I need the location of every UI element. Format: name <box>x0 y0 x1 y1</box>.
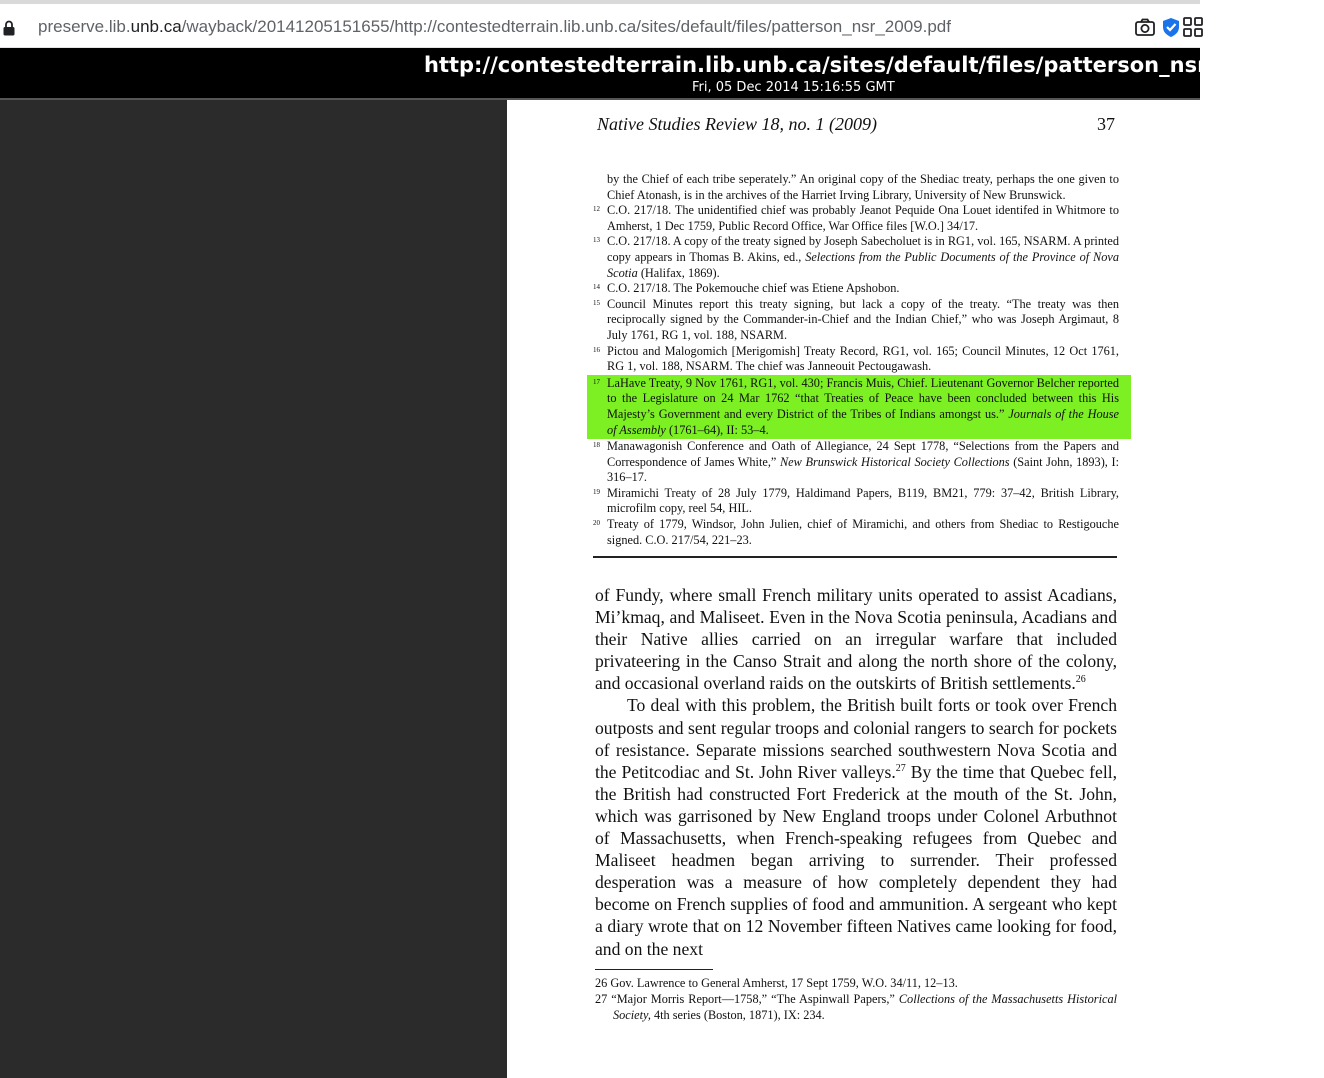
tab-strip-edge <box>0 0 1200 4</box>
footnote-text: C.O. 217/18. The unidentified chief was probably Jeanot Pequide Ona Louet identifed in Whitmore to Amherst, 1 Dec 1759, Public Record Office, War Office files [W.O.] 34/17. <box>607 203 1119 233</box>
highlighted-footnote <box>587 375 1131 439</box>
footnote-18 <box>591 439 1119 486</box>
body-text <box>595 584 1117 960</box>
viewer-side-panel <box>0 100 507 1078</box>
footnote-text: C.O. 217/18. The Pokemouche chief was Etiene Apshobon. <box>607 281 900 296</box>
shield-check-icon[interactable] <box>1160 16 1182 38</box>
footnote-title: Journals of the House of Assembly <box>607 406 1119 437</box>
section-divider <box>593 556 1117 558</box>
running-head: Native Studies Review 18, no. 1 (2009) <box>597 114 877 134</box>
url-domain: unb.ca <box>130 17 182 36</box>
lock-icon[interactable] <box>3 20 15 36</box>
footnote-text: (1761–64), II: 53–4. <box>668 422 769 437</box>
footnote-number: 12 <box>593 205 600 214</box>
footnote-20 <box>591 517 1119 548</box>
footnotes-top <box>591 172 1119 548</box>
footnote-text: C.O. 217/18. A copy of the treaty signed by Joseph Sabecholuet is in RG1, vol. 165, NSARM. A printed copy appears in Thomas B. Akins, ed., <box>607 234 1120 264</box>
footnote-text: Pictou and Malogomich [Merigomish] Treaty Record, RG1, vol. 165; Council Minutes, 12 Oct 1761, RG 1, vol. 188, NSARM. The chief was Janneouit Pectougawash. <box>607 343 1119 374</box>
archived-url[interactable]: http://contestedterrain.lib.unb.ca/sites/default/files/patterson_nsr_2009.pdf <box>424 53 1324 77</box>
footnote-12 <box>591 203 1119 234</box>
footnote-26: 26 Gov. Lawrence to General Amherst, 17 Sept 1759, W.O. 34/11, 12–13. <box>595 976 958 990</box>
capture-date: Fri, 05 Dec 2014 15:16:55 GMT <box>692 80 895 95</box>
footnote-15 <box>591 297 1119 344</box>
footnote-number: 20 <box>593 519 600 528</box>
address-bar[interactable] <box>0 0 1200 48</box>
footnote-title: Selections from the Public Documents of the Province of Nova Scotia <box>607 249 1119 280</box>
footnote-rule <box>595 969 713 970</box>
footnote-number: 14 <box>593 283 600 292</box>
footnote-title: New Brunswick Historical Society Collections <box>779 454 1010 469</box>
footnote-text: Council Minutes report this treaty signing, but lack a copy of the treaty. “The treaty was then reciprocally signed by the Commander-in-Chief and the Indian Chief,” who was Joseph Argimaut, 8 July 1761, RG 1, vol. 188, NSARM. <box>607 296 1119 342</box>
paragraph <box>595 694 1117 959</box>
paragraph-text: To deal with this problem, the British built forts or took over French outposts and sent regular troops and colonial rangers to search for pockets of resistance. Separate missions searched southwestern Nova Scotia and the Petitcodiac and St. John River valleys. <box>595 695 1117 782</box>
footnote-text: 27 “Major Morris Report—1758,” “The Aspinwall Papers,” <box>595 992 895 1006</box>
footnote-17 <box>591 376 1119 438</box>
footnote-text: LaHave Treaty, 9 Nov 1761, RG1, vol. 430; Francis Muis, Chief. Lieutenant Governor Belcher reported to the Legislature on 24 Mar 1762 “that Treaties of Peace have been concluded between this His Majesty’s Government and every District of the Tribes of Indians amongst us.” <box>607 375 1119 421</box>
footnote-ref: 27 <box>895 762 906 774</box>
footnote-number: 18 <box>593 441 600 450</box>
url-prefix: preserve.lib. <box>38 17 131 36</box>
footnote-text: Miramichi Treaty of 28 July 1779, Haldimand Papers, B119, BM21, 779: 37–42, British Library, microfilm copy, reel 54, HIL. <box>607 485 1119 516</box>
footnote-number: 15 <box>593 298 600 307</box>
footnote-number: 13 <box>593 236 600 245</box>
footnote-27 <box>595 991 1117 1023</box>
pdf-page <box>507 100 1200 1078</box>
footnote-number: 16 <box>593 345 600 354</box>
page-number: 37 <box>1097 114 1115 134</box>
footnote-14 <box>591 281 1119 297</box>
wayback-header <box>0 48 1324 100</box>
footnote-text: 4th series (Boston, 1871), IX: 234. <box>653 1008 825 1022</box>
grid-icon[interactable] <box>1182 16 1204 38</box>
footnote-text: Manawagonish Conference and Oath of Allegiance, 24 Sept 1778, “Selections from the Papers and Correspondence of James White,” <box>607 439 1119 469</box>
footnote-16 <box>591 344 1119 375</box>
paragraph <box>595 584 1117 694</box>
footnote-text: (Saint John, 1893), I: 316–17. <box>607 454 1119 485</box>
footnote-number: 19 <box>593 487 600 496</box>
footnote-title: Collections of the Massachusetts Historical Society, <box>613 992 1118 1022</box>
footnote-19 <box>591 486 1119 517</box>
footnotes-bottom <box>595 975 1117 1023</box>
paragraph-text: of Fundy, where small French military units operated to assist Acadians, Mi’kmaq, and Maliseet. Even in the Nova Scotia peninsula, Acadians and their Native allies carried on an irregular warfare that included privateering in the Canso Strait and along the north shore of the colony, and occasional overland raids on the outskirts of British settlements. <box>595 585 1117 694</box>
footnote-text: Treaty of 1779, Windsor, John Julien, chief of Miramichi, and others from Shediac to Restigouche signed. C.O. 217/54, 221–23. <box>607 517 1119 547</box>
footnote-13 <box>591 234 1119 281</box>
footnote-text: (Halifax, 1869). <box>640 265 720 280</box>
paragraph-text: By the time that Quebec fell, the British had constructed Fort Frederick at the mouth of the St. John, which was garrisoned by New England troops under Colonel Arbuthnot of Massachusetts, when French-speaking refugees from Quebec and Maliseet headmen began arriving to surrender. Their professed desperation was a measure of how completely dependent they had become on French supplies of food and ammunition. A sergeant who kept a diary wrote that on 12 November fifteen Natives came looking for food, and on the next <box>595 761 1117 959</box>
camera-icon[interactable] <box>1134 16 1156 38</box>
footnote-continuation: by the Chief of each tribe seperately.” An original copy of the Shediac treaty, perhaps the one given to Chief Atonash, is in the archives of the Harriet Irving Library, University of New Brunswick. <box>607 172 1119 202</box>
url-text[interactable] <box>38 17 951 37</box>
url-path: /wayback/20141205151655/http://contestedterrain.lib.unb.ca/sites/default/files/patterson_nsr_2009.pdf <box>181 17 951 36</box>
footnote-number: 17 <box>593 377 600 386</box>
footnote-ref: 26 <box>1075 674 1086 686</box>
